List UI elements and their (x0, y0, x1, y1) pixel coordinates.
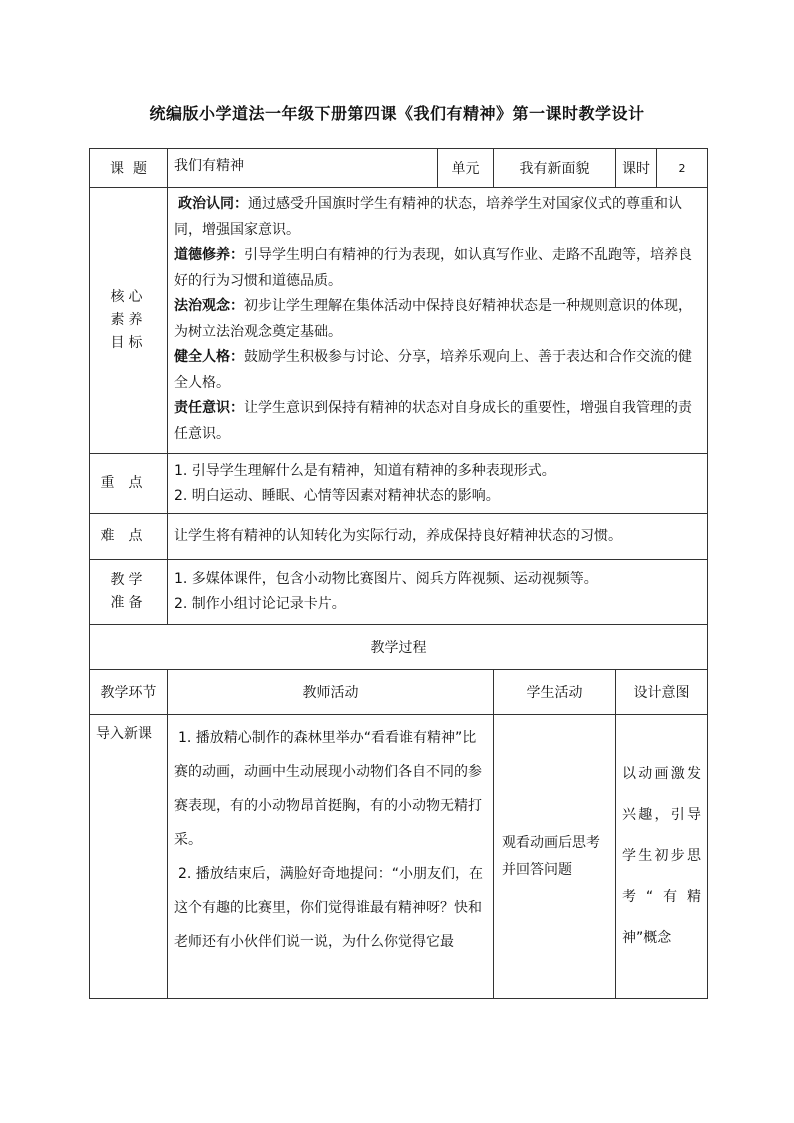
preparation-content (168, 560, 708, 625)
info-row (90, 149, 708, 188)
header-stage: 教学环节 (90, 670, 168, 715)
goal-item (174, 396, 701, 447)
goal-text: 初步让学生理解在集体活动中保持良好精神状态是一种规则意识的体现，为树立法治观念奠定基础。 (174, 298, 692, 340)
goals-content (168, 188, 708, 454)
goal-text: 引导学生明白有精神的行为表现，如认真写作业、走路不乱跑等，培养良好的行为习惯和道德品质。 (174, 247, 692, 289)
key-point-item: 2. 明白运动、睡眠、心情等因素对精神状态的影响。 (174, 487, 500, 504)
goal-text: 通过感受升国旗时学生有精神的状态，培养学生对国家仪式的尊重和认同，增强国家意识。 (174, 196, 682, 238)
goals-label-text: 核心素养目标 (110, 289, 147, 351)
key-point-item: 1. 引导学生理解什么是有精神，知道有精神的多种表现形式。 (174, 462, 556, 479)
goal-item (174, 192, 701, 243)
unit-label: 单元 (438, 149, 494, 188)
topic-value: 我们有精神 (168, 149, 438, 188)
process-header-row (90, 670, 708, 715)
header-student: 学生活动 (494, 670, 616, 715)
teacher-activity (168, 715, 494, 999)
goal-head: 政治认同： (178, 196, 248, 212)
process-title: 教学过程 (90, 625, 708, 670)
difficulty-label: 难点 (90, 514, 168, 560)
preparation-item: 1. 多媒体课件，包含小动物比赛图片、阅兵方阵视频、运动视频等。 (174, 571, 598, 587)
topic-label: 课 题 (90, 149, 168, 188)
goal-head: 法治观念： (174, 298, 244, 314)
goal-item (174, 294, 701, 345)
preparation-label-text: 教学准备 (110, 572, 147, 611)
process-title-row (90, 625, 708, 670)
key-points-label: 重点 (90, 454, 168, 514)
period-cell (616, 149, 708, 188)
student-activity: 观看动画后思考并回答问题 (494, 715, 616, 999)
difficulty-row (90, 514, 708, 560)
goal-text: 让学生意识到保持有精神的状态对自身成长的重要性，增强自我管理的责任意识。 (174, 400, 692, 442)
key-points-content (168, 454, 708, 514)
period-value: 2 (678, 161, 686, 175)
teacher-step: 2. 播放结束后，满脸好奇地提问：“小朋友们，在这个有趣的比赛里，你们觉得谁最有精神呀？快和老师还有小伙伴们说一说，为什么你觉得它最 (174, 866, 484, 950)
stage-cell: 导入新课 (90, 715, 168, 999)
goal-text: 鼓励学生积极参与讨论、分享，培养乐观向上、善于表达和合作交流的健全人格。 (174, 349, 692, 391)
header-intent: 设计意图 (616, 670, 708, 715)
preparation-row (90, 560, 708, 625)
goal-head: 道德修养： (174, 247, 244, 263)
teacher-step: 1. 播放精心制作的森林里举办“看看谁有精神”比赛的动画，动画中生动展现小动物们各自不同的参赛表现，有的小动物昂首挺胸，有的小动物无精打采。 (174, 730, 482, 848)
preparation-item: 2. 制作小组讨论记录卡片。 (174, 596, 346, 612)
goals-label (90, 188, 168, 454)
goals-row (90, 188, 708, 454)
document-title: 统编版小学道法一年级下册第四课《我们有精神》第一课时教学设计 (149, 104, 645, 123)
period-label: 课时 (616, 149, 657, 187)
goal-item (174, 243, 701, 294)
process-row (90, 715, 708, 999)
key-points-row (90, 454, 708, 514)
goal-head: 责任意识： (174, 400, 244, 416)
difficulty-content: 让学生将有精神的认知转化为实际行动，养成保持良好精神状态的习惯。 (168, 514, 708, 560)
goal-item (174, 345, 701, 396)
unit-value: 我有新面貌 (494, 149, 616, 188)
header-teacher: 教师活动 (168, 670, 494, 715)
preparation-label (90, 560, 168, 625)
goal-head: 健全人格： (174, 349, 244, 365)
design-intent: 以动画激发兴趣，引导学生初步思考“有精神”概念 (616, 715, 708, 999)
lesson-plan-table (89, 148, 708, 999)
